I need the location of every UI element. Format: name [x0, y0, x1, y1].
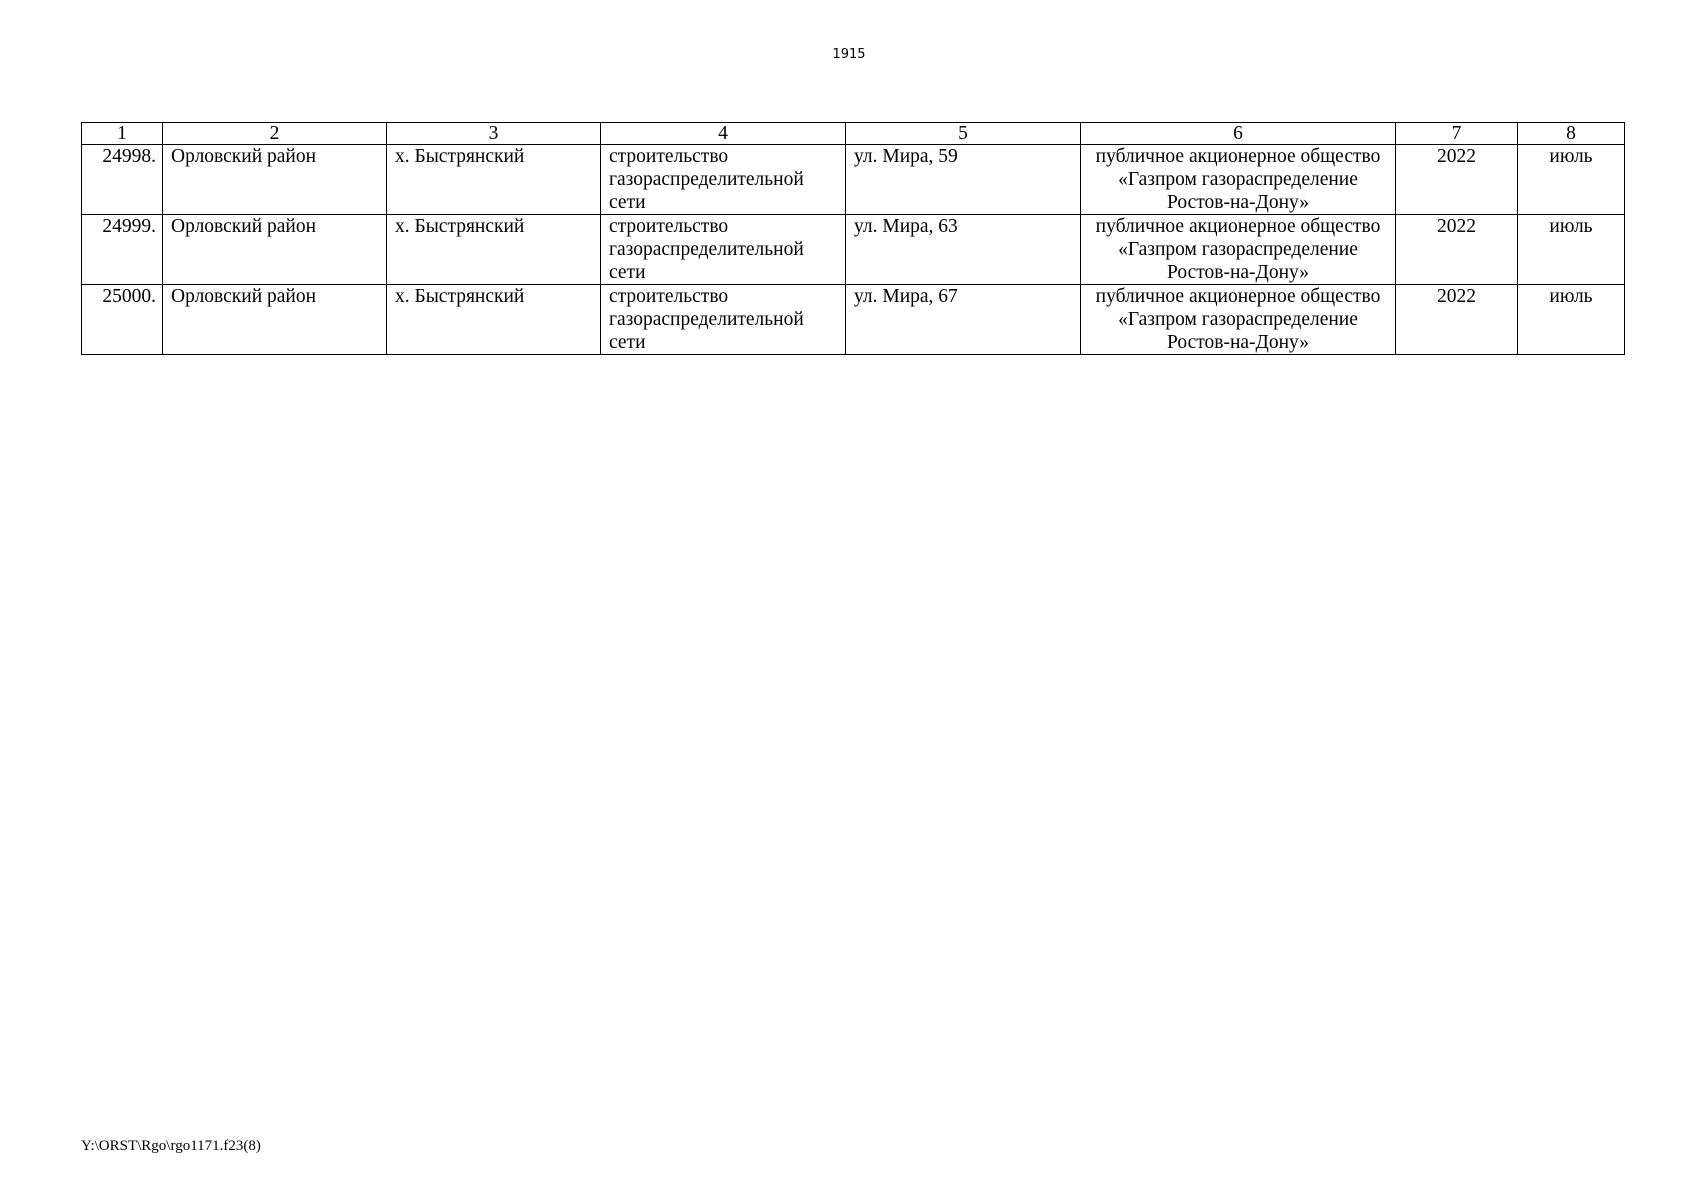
owner-line: публичное акционерное общество: [1095, 146, 1381, 167]
work-line: сети: [609, 332, 646, 353]
header-cell: 2: [163, 123, 387, 145]
table-row: [82, 285, 1625, 355]
address-cell: ул. Мира, 59: [846, 145, 1081, 215]
work-line: газораспределительной: [609, 169, 804, 190]
locality-cell: х. Быстрянский: [387, 145, 601, 215]
address-cell: ул. Мира, 63: [846, 215, 1081, 285]
owner-line: публичное акционерное общество: [1095, 216, 1381, 237]
month-cell: июль: [1518, 215, 1625, 285]
work-line: сети: [609, 192, 646, 213]
owner-line: «Газпром газораспределение: [1118, 239, 1358, 260]
work-cell: [601, 215, 846, 285]
owner-line: Ростов-на-Дону»: [1166, 192, 1310, 213]
work-line: сети: [609, 262, 646, 283]
row-number: 24999.: [82, 215, 163, 285]
work-line: газораспределительной: [609, 309, 804, 330]
header-cell: 5: [846, 123, 1081, 145]
district-cell: Орловский район: [163, 145, 387, 215]
data-table: [81, 122, 1625, 355]
district-cell: Орловский район: [163, 285, 387, 355]
year-cell: 2022: [1396, 215, 1518, 285]
locality-cell: х. Быстрянский: [387, 285, 601, 355]
header-cell: 3: [387, 123, 601, 145]
header-cell: 7: [1396, 123, 1518, 145]
month-cell: июль: [1518, 285, 1625, 355]
district-cell: Орловский район: [163, 215, 387, 285]
owner-line: публичное акционерное общество: [1095, 286, 1381, 307]
work-cell: [601, 285, 846, 355]
owner-cell: [1081, 215, 1396, 285]
header-cell: 8: [1518, 123, 1625, 145]
header-cell: 6: [1081, 123, 1396, 145]
work-line: строительство: [609, 286, 729, 307]
year-cell: 2022: [1396, 145, 1518, 215]
row-number: 25000.: [82, 285, 163, 355]
owner-cell: [1081, 285, 1396, 355]
work-line: газораспределительной: [609, 239, 804, 260]
page-number: 1915: [832, 47, 866, 62]
row-number: 24998.: [82, 145, 163, 215]
table-header-row: [82, 123, 1625, 145]
owner-line: «Газпром газораспределение: [1118, 169, 1358, 190]
owner-line: Ростов-на-Дону»: [1166, 332, 1310, 353]
owner-line: Ростов-на-Дону»: [1166, 262, 1310, 283]
table-row: [82, 215, 1625, 285]
work-cell: [601, 145, 846, 215]
header-cell: 1: [82, 123, 163, 145]
month-cell: июль: [1518, 145, 1625, 215]
work-line: строительство: [609, 146, 729, 167]
year-cell: 2022: [1396, 285, 1518, 355]
address-cell: ул. Мира, 67: [846, 285, 1081, 355]
owner-cell: [1081, 145, 1396, 215]
footer-file-path: Y:\ORST\Rgo\rgo1171.f23(8): [81, 1138, 261, 1154]
header-cell: 4: [601, 123, 846, 145]
owner-line: «Газпром газораспределение: [1118, 309, 1358, 330]
locality-cell: х. Быстрянский: [387, 215, 601, 285]
table-row: [82, 145, 1625, 215]
work-line: строительство: [609, 216, 729, 237]
